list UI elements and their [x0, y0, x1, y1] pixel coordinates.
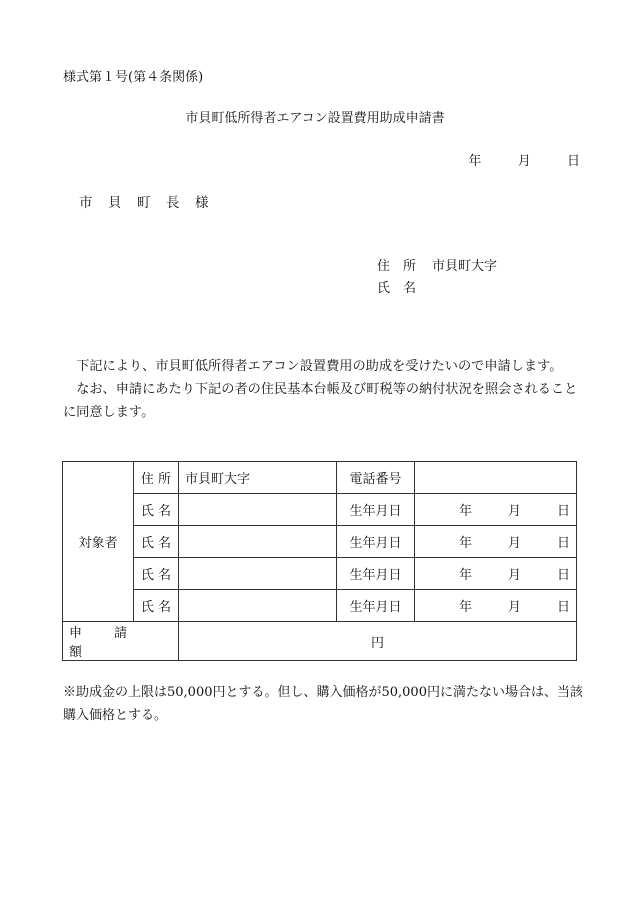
birth-day: 日: [556, 568, 570, 583]
birth-month: 月: [507, 600, 521, 615]
table-row-name-1: [63, 494, 577, 526]
table-row-amount: [63, 622, 577, 661]
body-paragraph-1: 下記により、市貝町低所得者エアコン設置費用の助成を受けたいので申請します。: [76, 359, 563, 374]
name-label: 氏 名: [134, 526, 179, 558]
applicant-address-value: 市貝町大字: [432, 259, 498, 274]
table-row-name-4: [63, 590, 577, 622]
name-label: 氏 名: [134, 494, 179, 526]
date-line: [468, 150, 580, 169]
applicant-name-label: 氏 名: [377, 281, 417, 296]
birth-month: 月: [507, 568, 521, 583]
phone-value: [415, 462, 577, 494]
birth-day: 日: [556, 504, 570, 519]
name-label: 氏 名: [134, 558, 179, 590]
table-row-name-3: [63, 558, 577, 590]
amount-value: 円: [179, 622, 577, 661]
amount-label-char-1: 申: [69, 626, 83, 641]
birth-month: 月: [507, 536, 521, 551]
address-value: 市貝町大字: [179, 462, 337, 494]
birthdate-label: 生年月日: [337, 558, 415, 590]
name-value: [179, 590, 337, 622]
name-label: 氏 名: [134, 590, 179, 622]
birth-year: 年: [458, 600, 472, 615]
birthdate-value: [415, 590, 577, 622]
birth-year: 年: [458, 568, 472, 583]
target-label: 対象者: [63, 462, 134, 622]
birthdate-label: 生年月日: [337, 494, 415, 526]
name-value: [179, 526, 337, 558]
birthdate-label: 生年月日: [337, 526, 415, 558]
form-number: 様式第１号(第４条関係): [63, 70, 204, 85]
applicant-block: [377, 256, 497, 300]
amount-label-char-2: 請: [114, 626, 128, 641]
applicant-info-table: [62, 461, 577, 661]
document-title: 市貝町低所得者エアコン設置費用助成申請書: [185, 111, 445, 126]
date-year: 年: [468, 154, 482, 169]
address-label: 住 所: [134, 462, 179, 494]
date-month: 月: [517, 154, 531, 169]
table-row-address: [63, 462, 577, 494]
birth-day: 日: [556, 536, 570, 551]
amount-label-char-3: 額: [69, 645, 83, 660]
phone-label: 電話番号: [337, 462, 415, 494]
birthdate-value: [415, 558, 577, 590]
birthdate-label: 生年月日: [337, 590, 415, 622]
birth-day: 日: [556, 600, 570, 615]
birth-year: 年: [458, 504, 472, 519]
addressee: 市 貝 町 長 様: [79, 195, 210, 211]
birth-month: 月: [507, 504, 521, 519]
name-value: [179, 494, 337, 526]
birthdate-value: [415, 526, 577, 558]
birth-year: 年: [458, 536, 472, 551]
body-text: [63, 355, 583, 424]
applicant-address-label: 住 所: [377, 259, 417, 274]
applicant-name-row: [377, 278, 497, 300]
amount-label: [63, 622, 179, 661]
name-value: [179, 558, 337, 590]
body-paragraph-2: なお、申請にあたり下記の者の住民基本台帳及び町税等の納付状況を照会されることに同意します。: [63, 382, 578, 420]
birthdate-value: [415, 494, 577, 526]
footnote: ※助成金の上限は50,000円とする。但し、購入価格が50,000円に満たない場合は、当該購入価格とする。: [63, 685, 583, 723]
date-day: 日: [566, 154, 580, 169]
applicant-address-row: [377, 256, 497, 278]
table-row-name-2: [63, 526, 577, 558]
